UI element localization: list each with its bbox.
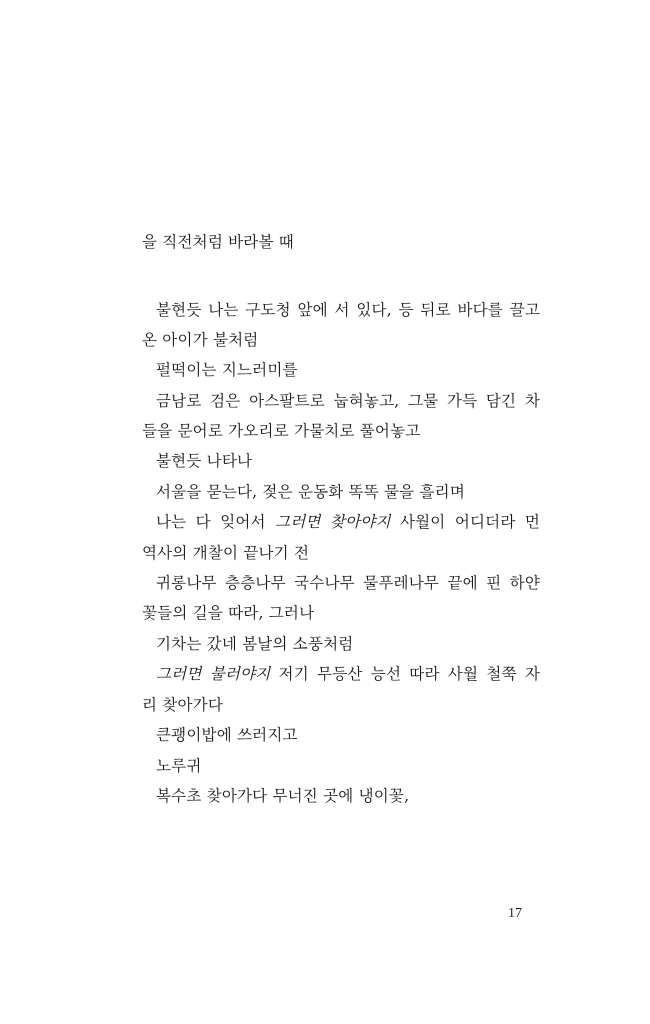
poem-line-8: 서울을 묻는다, 젖은 운동화 똑똑 물을 흘리며 (156, 483, 466, 501)
poem-line-9-part-a: 나는 다 잊어서 (156, 513, 276, 531)
poem-line-14-part-b: 저기 무등산 능선 따라 사월 철쭉 자 (270, 665, 541, 683)
poem-line-11: 귀롱나무 층층나무 국수나무 물푸레나무 끝에 핀 하얀 (156, 574, 540, 592)
poem-line-9-part-c: 사월이 어디더라 먼 (390, 513, 541, 531)
poem-line-18: 복수초 찾아가다 무너진 곳에 냉이꽃, (156, 787, 410, 805)
poem-line-1: 을 직전처럼 바라볼 때 (142, 233, 294, 251)
poem-line-14-emphasis: 그러면 불러야지 (156, 665, 271, 683)
poem-line-7: 불현듯 나타나 (156, 452, 253, 470)
poem-line-12: 꽃들의 길을 따라, 그러나 (142, 604, 315, 622)
poem-line-3: 온 아이가 불처럼 (142, 331, 259, 349)
poem-line-5: 금남로 검은 아스팔트로 눕혀놓고, 그물 가득 담긴 차 (156, 392, 540, 410)
poem-line-9 (156, 512, 540, 532)
poem-line-15: 리 찾아가다 (142, 696, 223, 714)
poem-line-2: 불현듯 나는 구도청 앞에 서 있다, 등 뒤로 바다를 끌고 (156, 301, 540, 319)
poem-line-6: 들을 문어로 가오리로 가물치로 풀어놓고 (142, 422, 421, 440)
poem-line-14 (156, 664, 540, 684)
page-number: 17 (508, 906, 522, 921)
poem-line-17: 노루귀 (156, 757, 202, 775)
poem-line-10: 역사의 개찰이 끝나기 전 (142, 544, 310, 562)
poem-line-9-emphasis: 그러면 찾아야지 (275, 513, 391, 531)
poem-line-4: 펄떡이는 지느러미를 (156, 361, 298, 379)
poem-line-13: 기차는 갔네 봄날의 소풍처럼 (156, 635, 354, 653)
poem-line-16: 큰괭이밥에 쓰러지고 (156, 726, 298, 744)
